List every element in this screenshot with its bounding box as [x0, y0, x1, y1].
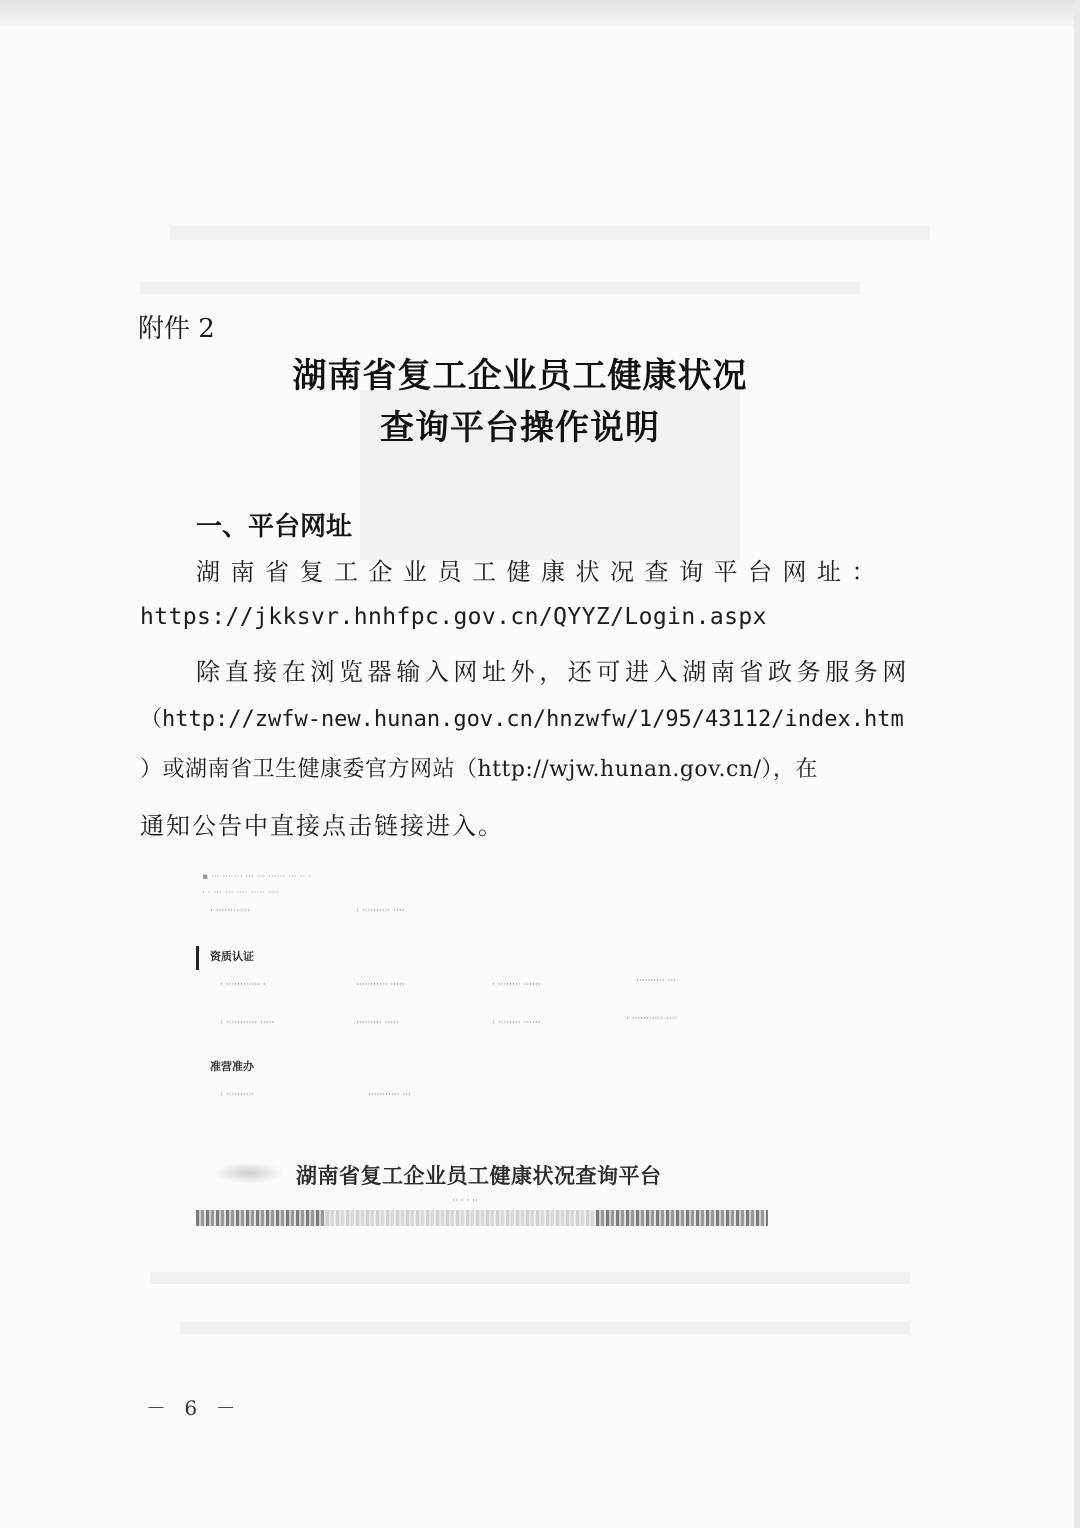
screenshot-item: · ··········· ···· — [626, 1014, 678, 1024]
paragraph-notice: 通知公告中直接点击链接进入。 — [140, 812, 504, 840]
scan-top-band — [0, 0, 1080, 26]
bleed-through-line — [150, 1272, 910, 1284]
embedded-website-screenshot — [196, 862, 772, 1238]
url-main: https://jkksvr.hnhfpc.gov.cn/QYYZ/Login.aspx — [140, 604, 767, 630]
screenshot-faint-header: ▪ ··· ··· ··· ··· ··· ······ ··· ·· · — [202, 872, 312, 882]
screenshot-group1-title: 资质认证 — [210, 950, 254, 963]
screenshot-item: · ·········· ···· — [356, 906, 405, 916]
url-zwfw: （http://zwfw-new.hunan.gov.cn/hnzwfw/1/95/43112/index.htm — [140, 707, 904, 732]
bleed-through-line — [180, 1322, 910, 1334]
bleed-through-line — [140, 282, 860, 294]
paragraph-alt-entry: 除直接在浏览器输入网址外，还可进入湖南省政务服务网 — [196, 658, 911, 686]
document-title-line2: 查询平台操作说明 — [380, 408, 660, 448]
screenshot-smudge — [214, 1162, 284, 1184]
bleed-through-line — [170, 226, 930, 240]
scan-right-edge — [1074, 0, 1080, 1528]
screenshot-item: ········· ····· — [356, 1018, 399, 1028]
attachment-label: 附件 2 — [138, 314, 215, 344]
screenshot-faint-header: · · ··· ··· ···· ····· ···· — [202, 888, 280, 898]
screenshot-item: ·········· ··· — [636, 976, 677, 986]
screenshot-group2-title: 准营准办 — [210, 1060, 254, 1073]
screenshot-group-marker — [196, 946, 199, 970]
screenshot-item: · ········ ······ — [492, 1018, 541, 1028]
screenshot-item: ··········· ····· — [356, 980, 405, 990]
screenshot-item: ··········· ··· — [368, 1090, 411, 1100]
screenshot-item: · ········ ······ — [492, 980, 541, 990]
screenshot-strip-highlight — [326, 1210, 596, 1226]
screenshot-item: · ··········· ····· — [220, 1018, 275, 1028]
paragraph-wjw: ）或湖南省卫生健康委官方网站（http://wjw.hunan.gov.cn/），在 — [140, 757, 818, 782]
screenshot-subline: ·· · · ·· — [452, 1196, 478, 1206]
screenshot-item: · ············ · — [220, 980, 266, 990]
paragraph-platform-url-intro: 湖南省复工企业员工健康状况查询平台网址： — [196, 558, 886, 586]
screenshot-platform-title: 湖南省复工企业员工健康状况查询平台 — [296, 1164, 662, 1188]
screenshot-item: · ············ — [210, 906, 251, 916]
document-title-line1: 湖南省复工企业员工健康状况 — [292, 356, 748, 396]
screenshot-item: · ·········· — [220, 1090, 255, 1100]
page-number: － 6 － — [146, 1396, 242, 1420]
section-heading-platform-url: 一、平台网址 — [196, 512, 353, 542]
